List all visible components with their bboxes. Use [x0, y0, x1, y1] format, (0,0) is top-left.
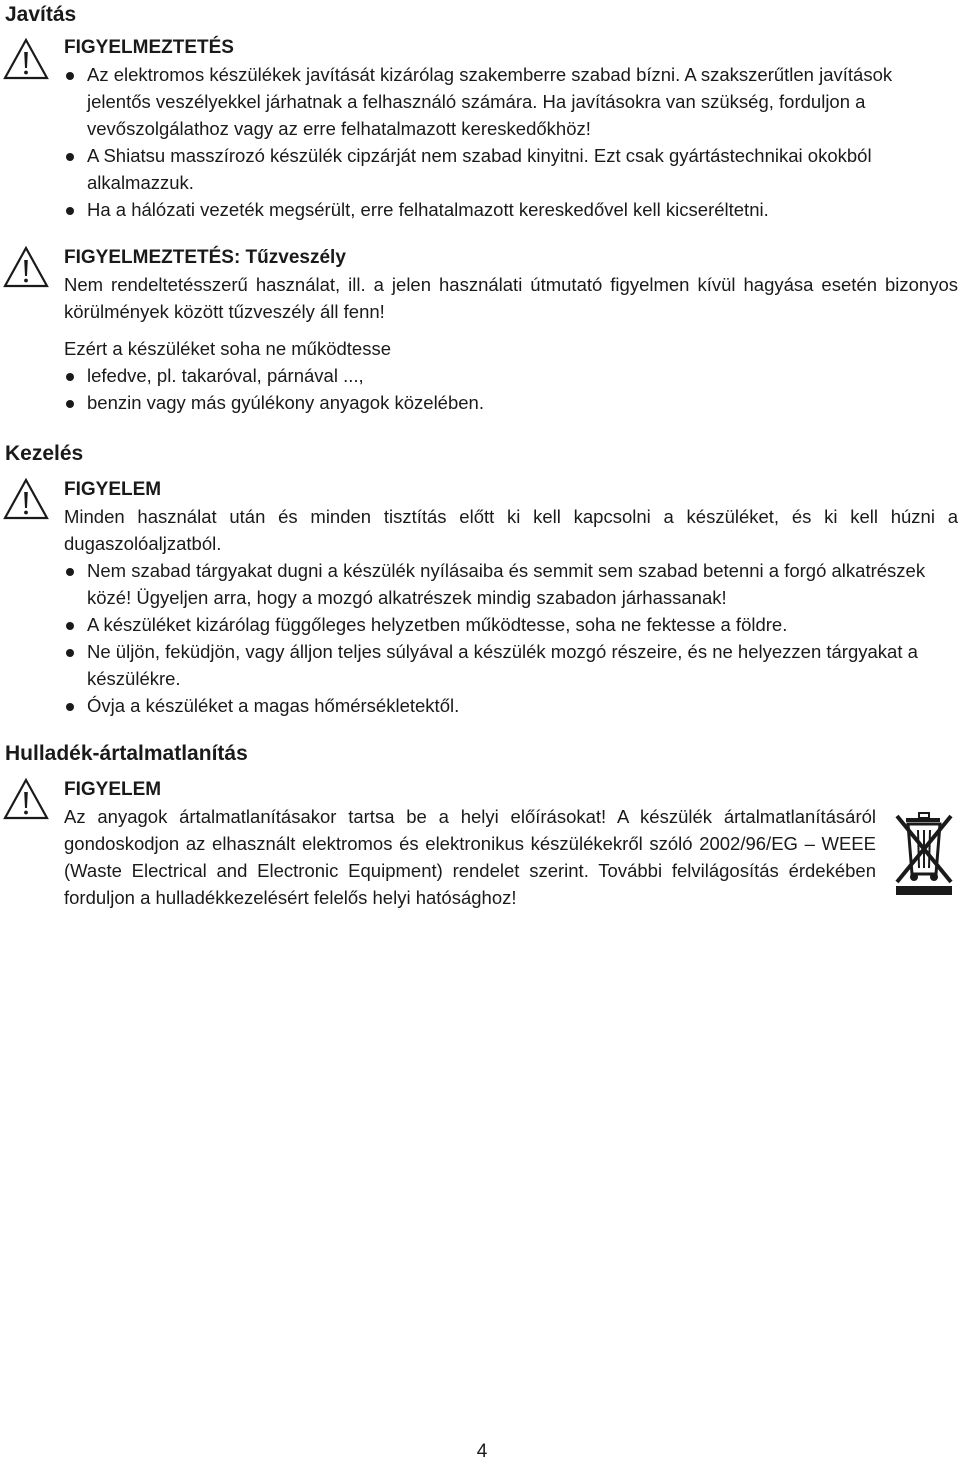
page-number: 4 — [476, 1441, 488, 1462]
warning-triangle-icon — [3, 478, 49, 520]
list-item: benzin vagy más gyúlékony anyagok közelében. — [64, 389, 958, 416]
warning-triangle-icon — [3, 778, 49, 820]
warning-triangle-icon — [3, 38, 49, 80]
warning-title: FIGYELMEZTETÉS: Tűzveszély — [64, 247, 346, 268]
notice-title: FIGYELEM — [64, 779, 162, 800]
list-item: Az elektromos készülékek javítását kizárólag szakemberre szabad bízni. A szakszerűtlen javítások jelentős veszélyekkel járhatnak a felhasználó számára. Ha javításokra van szükség, forduljon a vevőszolgálathoz vagy az erre felhatalmazott kereskedőkhöz! — [64, 61, 958, 142]
warning-list — [64, 362, 958, 416]
warning-block-repair — [64, 34, 958, 223]
warning-title: FIGYELMEZTETÉS — [64, 37, 234, 58]
section-heading-kezeles: Kezelés — [5, 442, 84, 465]
list-item: lefedve, pl. takaróval, párnával ..., — [64, 362, 958, 389]
notice-block-handling — [64, 476, 958, 719]
section-heading-javitas: Javítás — [5, 3, 77, 26]
list-item: Ha a hálózati vezeték megsérült, erre felhatalmazott kereskedővel kell kicseréltetni. — [64, 196, 958, 223]
list-item: A készüléket kizárólag függőleges helyzetben működtesse, soha ne fektesse a földre. — [64, 611, 958, 638]
warning-block-fire — [64, 244, 958, 416]
notice-list — [64, 557, 958, 719]
warning-list — [64, 61, 958, 223]
section-heading-hulladek: Hulladék-ártalmatlanítás — [5, 742, 248, 765]
crossed-out-wheelie-bin-icon — [892, 808, 956, 896]
warning-paragraph: Nem rendeltetésszerű használat, ill. a jelen használati útmutató figyelmen kívül hagyása esetén bizonyos körülmények között tűzveszély áll fenn! — [64, 274, 958, 322]
notice-paragraph: Minden használat után és minden tisztítás előtt ki kell kapcsolni a készüléket, és ki kell húzni a dugaszolóaljzatból. — [64, 506, 958, 554]
notice-title: FIGYELEM — [64, 479, 162, 500]
list-item: Ne üljön, feküdjön, vagy álljon teljes súlyával a készülék mozgó részeire, és ne helyezzen tárgyakat a készülékre. — [64, 638, 958, 692]
warning-intro: Ezért a készüléket soha ne működtesse — [64, 338, 392, 359]
notice-paragraph: Az anyagok ártalmatlanításakor tartsa be a helyi előírásokat! A készülék ártalmatlanításáról gondoskodjon az elhasznált elektromos és elektronikus készülékekről szóló 2002/96/EG – WEEE (Waste Electrical and Electronic Equipment) rendelet szerint. További felvilágosítás érdekében forduljon a hulladékkezelésért felelős helyi hatósághoz! — [64, 806, 876, 908]
list-item: Nem szabad tárgyakat dugni a készülék nyílásaiba és semmit sem szabad betenni a forgó alkatrészek közé! Ügyeljen arra, hogy a mozgó alkatrészek mindig szabadon járhassanak! — [64, 557, 958, 611]
list-item: Óvja a készüléket a magas hőmérsékletektől. — [64, 692, 958, 719]
list-item: A Shiatsu masszírozó készülék cipzárját nem szabad kinyitni. Ezt csak gyártástechnikai okokból alkalmazzuk. — [64, 142, 958, 196]
warning-triangle-icon — [3, 246, 49, 288]
notice-block-disposal — [64, 776, 876, 911]
